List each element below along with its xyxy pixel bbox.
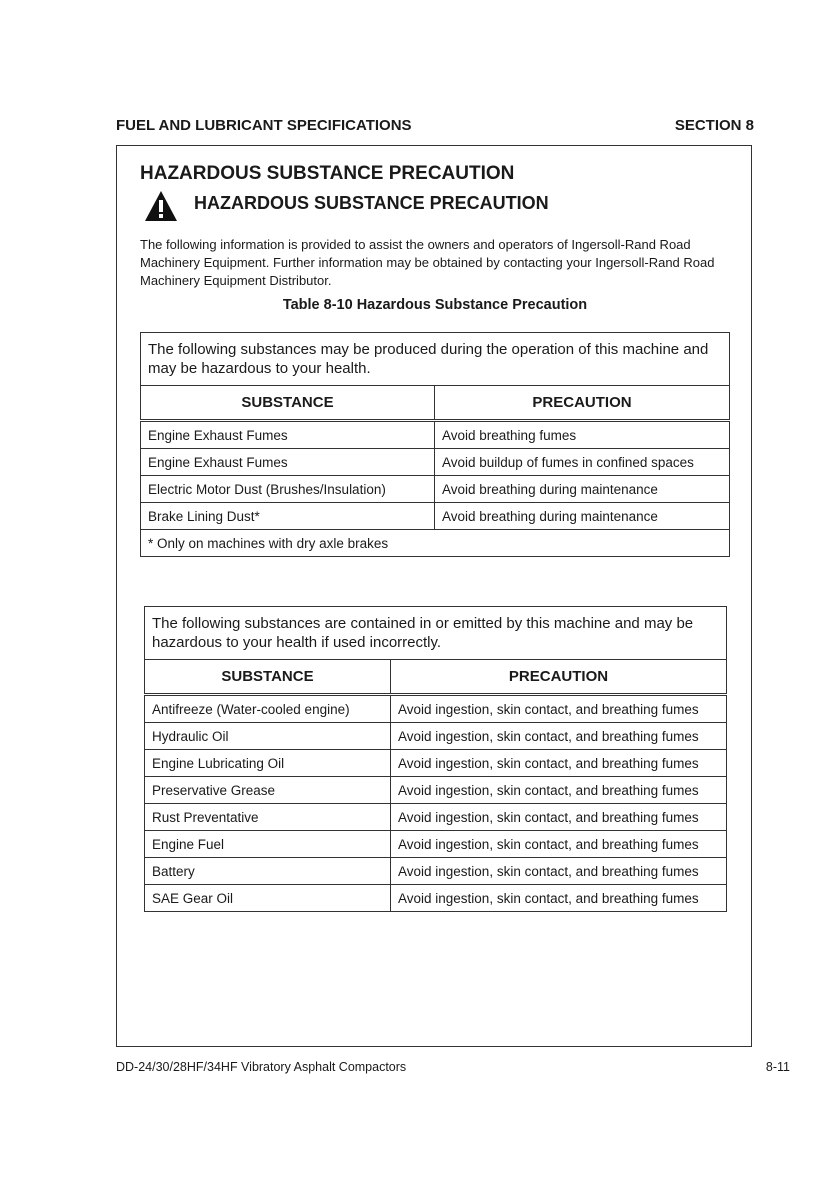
table-note: The following substances are contained in or emitted by this machine and may be hazardous to your health if used incorrectly. <box>145 607 727 660</box>
precaution-cell: Avoid breathing during maintenance <box>435 503 730 530</box>
substance-cell: Rust Preventative <box>145 804 391 831</box>
contained-substances-table <box>144 606 727 912</box>
substance-cell: Engine Lubricating Oil <box>145 750 391 777</box>
table-row <box>141 476 730 503</box>
table-row <box>145 750 727 777</box>
table-row <box>145 885 727 912</box>
page-number: 8-11 <box>765 1060 790 1074</box>
produced-substances-table <box>140 332 730 557</box>
table-row <box>145 831 727 858</box>
substance-cell: Preservative Grease <box>145 777 391 804</box>
table-row <box>141 421 730 449</box>
table-row <box>141 449 730 476</box>
warning-title: HAZARDOUS SUBSTANCE PRECAUTION <box>194 193 549 213</box>
precaution-cell: Avoid ingestion, skin contact, and breathing fumes <box>391 695 727 723</box>
substance-cell: Brake Lining Dust* <box>141 503 435 530</box>
substance-cell: SAE Gear Oil <box>145 885 391 912</box>
table-row <box>145 804 727 831</box>
page-header <box>116 117 754 137</box>
column-header-precaution: PRECAUTION <box>391 660 727 695</box>
substance-cell: Electric Motor Dust (Brushes/Insulation) <box>141 476 435 503</box>
table-note: The following substances may be produced during the operation of this machine and may be hazardous to your health. <box>141 333 730 386</box>
precaution-cell: Avoid ingestion, skin contact, and breathing fumes <box>391 831 727 858</box>
substance-cell: Engine Exhaust Fumes <box>141 421 435 449</box>
page-title: HAZARDOUS SUBSTANCE PRECAUTION <box>140 163 515 184</box>
precaution-cell: Avoid ingestion, skin contact, and breathing fumes <box>391 750 727 777</box>
intro-paragraph: The following information is provided to assist the owners and operators of Ingersoll-Rand Road Machinery Equipment. Further information may be obtained by contacting your Ingersoll-Rand Road Machinery Equipment Distributor. <box>140 237 715 288</box>
substance-cell: Engine Fuel <box>145 831 391 858</box>
precaution-cell: Avoid ingestion, skin contact, and breathing fumes <box>391 804 727 831</box>
document-title: DD-24/30/28HF/34HF Vibratory Asphalt Compactors <box>116 1060 407 1074</box>
table-row <box>145 695 727 723</box>
section-title: FUEL AND LUBRICANT SPECIFICATIONS <box>116 117 412 134</box>
precaution-cell: Avoid ingestion, skin contact, and breathing fumes <box>391 723 727 750</box>
substance-cell: Engine Exhaust Fumes <box>141 449 435 476</box>
precaution-cell: Avoid ingestion, skin contact, and breathing fumes <box>391 858 727 885</box>
substance-cell: Antifreeze (Water-cooled engine) <box>145 695 391 723</box>
precaution-cell: Avoid ingestion, skin contact, and breathing fumes <box>391 777 727 804</box>
substance-cell: Hydraulic Oil <box>145 723 391 750</box>
precaution-cell: Avoid breathing fumes <box>435 421 730 449</box>
table-row <box>145 858 727 885</box>
precaution-cell: Avoid buildup of fumes in confined spaces <box>435 449 730 476</box>
table-caption: Table 8-10 Hazardous Substance Precaution <box>282 297 588 313</box>
table-footnote: * Only on machines with dry axle brakes <box>141 530 730 557</box>
table-row <box>145 777 727 804</box>
column-header-substance: SUBSTANCE <box>141 386 435 421</box>
section-number: SECTION 8 <box>674 117 754 134</box>
substance-cell: Battery <box>145 858 391 885</box>
precaution-cell: Avoid breathing during maintenance <box>435 476 730 503</box>
column-header-substance: SUBSTANCE <box>145 660 391 695</box>
warning-triangle-icon <box>144 190 178 222</box>
table-row <box>145 723 727 750</box>
column-header-precaution: PRECAUTION <box>435 386 730 421</box>
precaution-cell: Avoid ingestion, skin contact, and breathing fumes <box>391 885 727 912</box>
table-row <box>141 503 730 530</box>
